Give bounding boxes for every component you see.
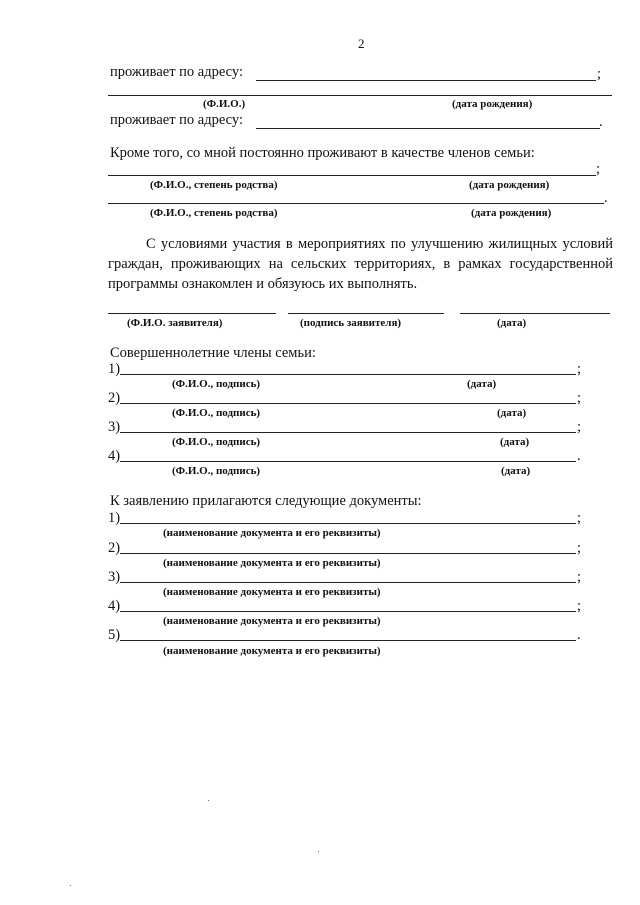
adult-4-date: (дата) [501, 465, 531, 477]
family-row-1-dob-caption: (дата рождения) [469, 179, 550, 191]
document-5-caption: (наименование документа и его реквизиты) [163, 645, 381, 657]
document-2-field[interactable] [120, 553, 576, 554]
adult-4-caption: (Ф.И.О., подпись) [172, 465, 261, 477]
document-3-caption: (наименование документа и его реквизиты) [163, 586, 381, 598]
family-row-2-fio-caption: (Ф.И.О., степень родства) [150, 207, 278, 219]
document-1-caption: (наименование документа и его реквизиты) [163, 527, 381, 539]
address-2-end: . [599, 114, 603, 130]
adult-3-caption: (Ф.И.О., подпись) [172, 436, 261, 448]
adults-heading: Совершеннолетние члены семьи: [110, 345, 316, 361]
document-3-num: 3) [108, 569, 121, 585]
adult-1-num: 1) [108, 361, 121, 377]
family-row-2-field[interactable] [108, 203, 604, 204]
address-1-label: проживает по адресу: [110, 64, 243, 80]
fio-dob-field[interactable] [108, 95, 612, 96]
adult-2-date: (дата) [497, 407, 527, 419]
adult-4-num: 4) [108, 448, 121, 464]
family-row-2-dob-caption: (дата рождения) [471, 207, 552, 219]
adult-3-num: 3) [108, 419, 121, 435]
document-3-field[interactable] [120, 582, 576, 583]
adult-2-field[interactable] [120, 403, 576, 404]
adult-1-date: (дата) [467, 378, 497, 390]
adult-2-end: ; [577, 390, 582, 406]
adult-3-field[interactable] [120, 432, 576, 433]
fio-caption: (Ф.И.О.) [203, 98, 246, 110]
adult-1-end: ; [577, 361, 582, 377]
adult-1-caption: (Ф.И.О., подпись) [172, 378, 261, 390]
document-5-field[interactable] [120, 640, 576, 641]
applicant-signature-caption: (подпись заявителя) [300, 317, 402, 329]
adult-2-caption: (Ф.И.О., подпись) [172, 407, 261, 419]
document-2-end: ; [577, 540, 582, 556]
document-4-end: ; [577, 598, 582, 614]
conditions-paragraph: С условиями участия в мероприятиях по улучшению жилищных условий граждан, проживающих на сельских территориях, в рамках государственной программы ознакомлен и обязуюсь их выполнять. [108, 236, 613, 292]
adult-3-date: (дата) [500, 436, 530, 448]
address-1-field[interactable] [256, 80, 596, 81]
adult-3-end: ; [577, 419, 582, 435]
document-5-num: 5) [108, 627, 121, 643]
scan-speck [208, 800, 209, 801]
applicant-fio-field[interactable] [108, 313, 276, 314]
family-intro: Кроме того, со мной постоянно проживают в качестве членов семьи: [110, 145, 535, 161]
family-row-1-field[interactable] [108, 175, 596, 176]
document-2-num: 2) [108, 540, 121, 556]
family-row-1-end: ; [596, 161, 601, 177]
document-1-end: ; [577, 510, 582, 526]
scan-speck [70, 885, 71, 886]
dob-caption: (дата рождения) [452, 98, 533, 110]
address-2-field[interactable] [256, 128, 600, 129]
applicant-date-field[interactable] [460, 313, 610, 314]
page-number: 2 [358, 36, 365, 51]
applicant-fio-caption: (Ф.И.О. заявителя) [127, 317, 223, 329]
address-2-label: проживает по адресу: [110, 112, 243, 128]
adult-4-end: . [577, 448, 581, 464]
document-4-num: 4) [108, 598, 121, 614]
documents-heading: К заявлению прилагаются следующие документы: [110, 493, 422, 509]
document-3-end: ; [577, 569, 582, 585]
family-row-2-end: . [604, 190, 608, 206]
document-4-field[interactable] [120, 611, 576, 612]
scan-speck [318, 851, 319, 852]
adult-1-field[interactable] [120, 374, 576, 375]
document-2-caption: (наименование документа и его реквизиты) [163, 557, 381, 569]
applicant-signature-field[interactable] [288, 313, 444, 314]
adult-2-num: 2) [108, 390, 121, 406]
applicant-date-caption: (дата) [497, 317, 527, 329]
document-4-caption: (наименование документа и его реквизиты) [163, 615, 381, 627]
family-row-1-fio-caption: (Ф.И.О., степень родства) [150, 179, 278, 191]
adult-4-field[interactable] [120, 461, 576, 462]
address-1-end: ; [597, 66, 602, 82]
document-1-num: 1) [108, 510, 121, 526]
document-5-end: . [577, 627, 581, 643]
document-1-field[interactable] [120, 523, 576, 524]
